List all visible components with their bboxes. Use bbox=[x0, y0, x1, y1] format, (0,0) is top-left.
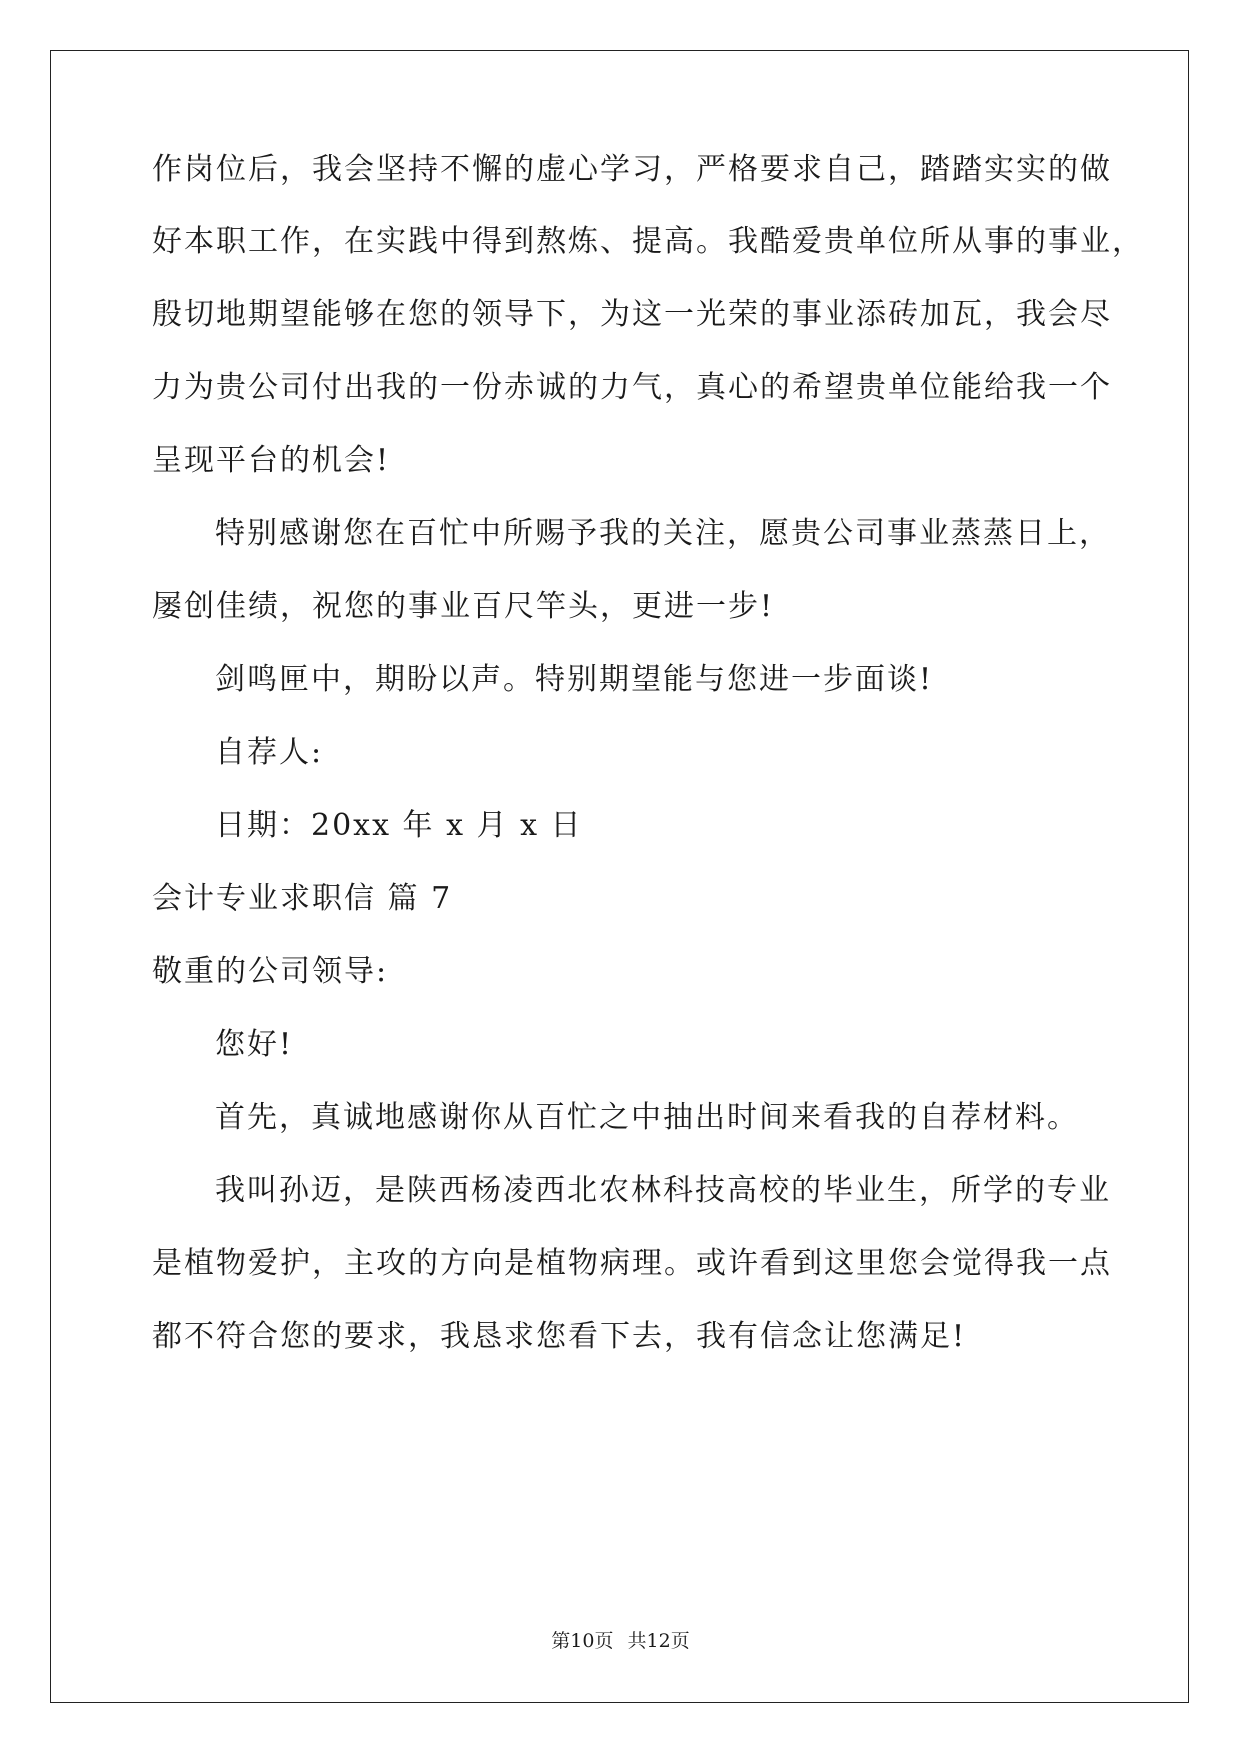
section-heading: 会计专业求职信 篇 7 bbox=[152, 881, 453, 916]
body-line: 都不符合您的要求，我恳求您看下去，我有信念让您满足! bbox=[152, 1319, 967, 1354]
body-line: 力为贵公司付出我的一份赤诚的力气，真心的希望贵单位能给我一个 bbox=[152, 370, 1112, 405]
body-line: 好本职工作，在实践中得到熬炼、提高。我酷爱贵单位所从事的事业， bbox=[152, 224, 1144, 259]
body-line: 剑鸣匣中，期盼以声。特别期望能与您进一步面谈! bbox=[215, 662, 934, 697]
body-line: 屡创佳绩，祝您的事业百尺竿头，更进一步! bbox=[152, 589, 775, 624]
page-footer bbox=[0, 1629, 1241, 1653]
body-line: 特别感谢您在百忙中所赐予我的关注，愿贵公司事业蒸蒸日上， bbox=[215, 516, 1111, 551]
body-line: 是植物爱护，主攻的方向是植物病理。或许看到这里您会觉得我一点 bbox=[152, 1246, 1112, 1281]
body-line: 呈现平台的机会! bbox=[152, 443, 391, 478]
signature-line: 自荐人: bbox=[215, 735, 324, 770]
body-line: 作岗位后，我会坚持不懈的虚心学习，严格要求自己，踏踏实实的做 bbox=[152, 152, 1112, 187]
page-number: 第10页 bbox=[551, 1630, 614, 1652]
page-total: 共12页 bbox=[627, 1630, 690, 1652]
date-line: 日期：20xx 年 x 月 x 日 bbox=[215, 808, 583, 843]
greeting: 您好! bbox=[215, 1027, 294, 1062]
body-line: 殷切地期望能够在您的领导下，为这一光荣的事业添砖加瓦，我会尽 bbox=[152, 297, 1112, 332]
body-line: 我叫孙迈，是陕西杨凌西北农林科技高校的毕业生，所学的专业 bbox=[215, 1173, 1111, 1208]
body-line: 首先，真诚地感谢你从百忙之中抽出时间来看我的自荐材料。 bbox=[215, 1100, 1079, 1135]
salutation: 敬重的公司领导: bbox=[152, 954, 389, 989]
